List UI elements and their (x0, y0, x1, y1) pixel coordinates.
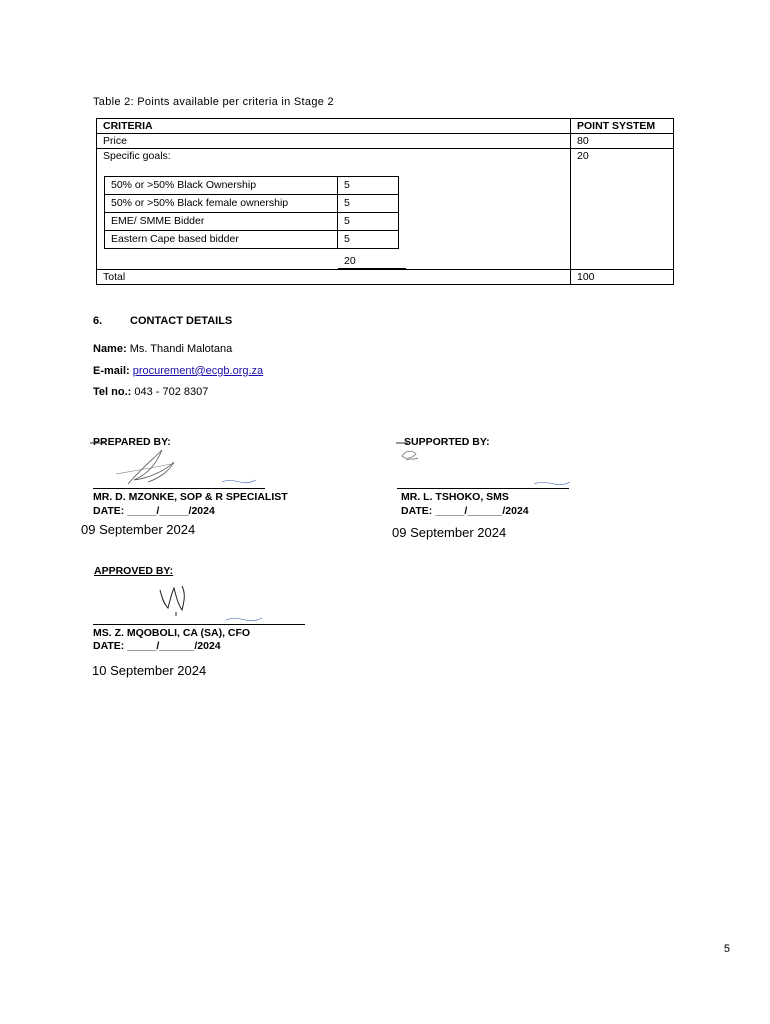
tel-label: Tel no.: (93, 386, 132, 398)
table-total-row (97, 270, 674, 285)
section-heading (93, 315, 232, 327)
approved-name: MS. Z. MQOBOLI, CA (SA), CFO (93, 627, 251, 639)
prepared-by-label: PREPARED BY: (93, 436, 171, 448)
approved-signature-image (90, 582, 310, 626)
specific-goals-table (104, 176, 399, 249)
name-value: Ms. Thandi Malotana (129, 343, 233, 355)
email-label: E-mail: (93, 365, 130, 377)
supported-handwritten-date: 09 September 2024 (392, 525, 507, 540)
specific-goals-label: Specific goals: (103, 150, 171, 162)
prepared-signature-image (90, 440, 270, 490)
goal-row (105, 231, 399, 249)
table-header-row (97, 119, 674, 134)
contact-email (93, 365, 263, 377)
goal-label: EME/ SMME Bidder (105, 213, 338, 231)
row-points: 20 (571, 149, 674, 270)
table-caption: Table 2: Points available per criteria in Stage 2 (93, 96, 334, 108)
header-criteria: CRITERIA (97, 119, 571, 134)
contact-name (93, 343, 232, 355)
goal-row (105, 213, 399, 231)
supported-by-label: SUPPORTED BY: (404, 436, 490, 448)
goal-label: Eastern Cape based bidder (105, 231, 338, 249)
supported-name: MR. L. TSHOKO, SMS (401, 491, 509, 503)
supported-signature-image (396, 440, 576, 490)
section-title: CONTACT DETAILS (130, 315, 233, 327)
total-label: Total (97, 270, 571, 285)
goal-points: 5 (338, 177, 399, 195)
approved-signature-line (93, 624, 305, 625)
page-number: 5 (723, 943, 730, 955)
tel-value: 043 - 702 8307 (134, 386, 209, 398)
goal-points: 5 (338, 231, 399, 249)
goal-points: 5 (338, 213, 399, 231)
email-link[interactable]: procurement@ecgb.org.za (132, 365, 264, 377)
total-points: 100 (571, 270, 674, 285)
prepared-date-line: DATE: _____/_____/2024 (93, 505, 215, 517)
row-criteria: Price (97, 134, 571, 149)
table-row (97, 134, 674, 149)
prepared-handwritten-date: 09 September 2024 (81, 522, 196, 537)
prepared-signature-line (93, 488, 265, 489)
approved-by-label: APPROVED BY: (94, 565, 174, 577)
supported-date-line: DATE: _____/______/2024 (401, 505, 529, 517)
header-point-system: POINT SYSTEM (571, 119, 674, 134)
goal-row (105, 195, 399, 213)
goal-row (105, 177, 399, 195)
supported-signature-line (397, 488, 569, 489)
goal-label: 50% or >50% Black Ownership (105, 177, 338, 195)
goal-points: 5 (338, 195, 399, 213)
approved-date-line: DATE: _____/______/2024 (93, 640, 221, 652)
contact-tel (93, 386, 208, 398)
row-points: 80 (571, 134, 674, 149)
prepared-name: MR. D. MZONKE, SOP & R SPECIALIST (93, 491, 288, 503)
approved-handwritten-date: 10 September 2024 (92, 663, 207, 678)
specific-goals-total: 20 (338, 254, 406, 270)
goal-label: 50% or >50% Black female ownership (105, 195, 338, 213)
name-label: Name: (93, 343, 127, 355)
section-number: 6. (93, 315, 103, 327)
